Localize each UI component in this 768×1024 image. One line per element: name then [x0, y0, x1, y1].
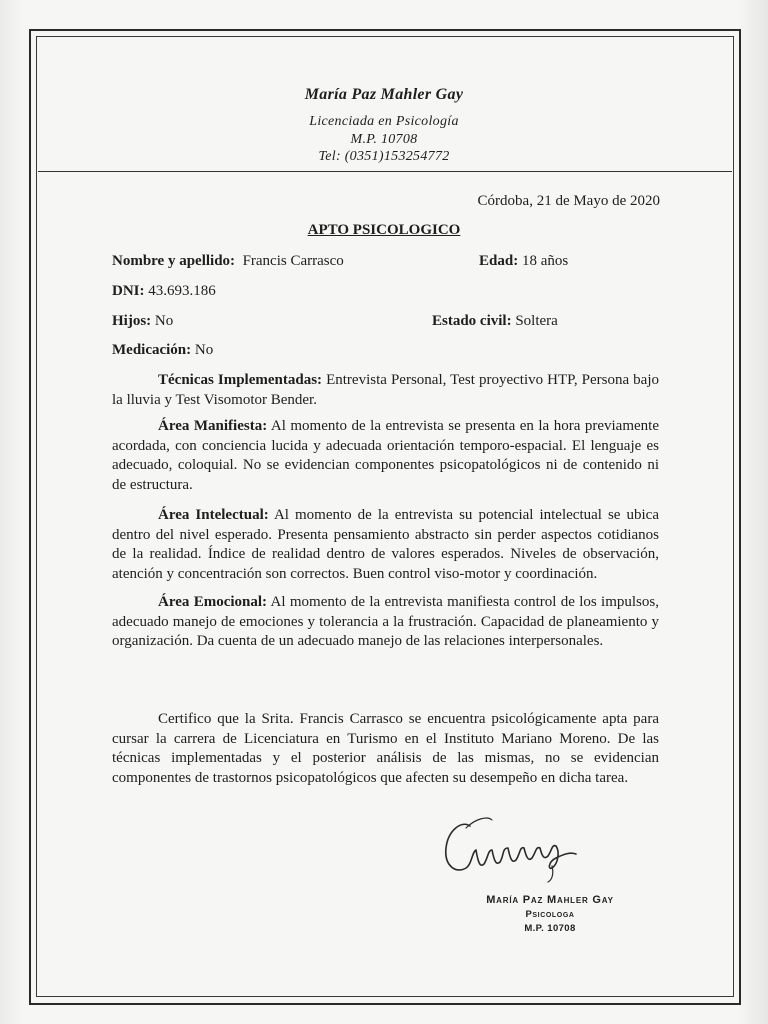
- section-techniques-text: Entrevista Personal, Test proyectivo HTP, Persona bajo la lluvia y Test Visomotor Bender.: [112, 372, 659, 408]
- field-age-value: 18 años: [521, 253, 569, 269]
- stamp-role: Psicologa: [525, 909, 575, 920]
- section-techniques: [112, 371, 659, 410]
- field-name-label: Nombre y apellido:: [112, 253, 236, 269]
- document-date: Córdoba, 21 de Mayo de 2020: [477, 193, 660, 209]
- section-intellectual-text: Al momento de la entrevista su potencial intelectual se ubica dentro del nivel esperado. Presenta pensamiento abstracto sin perder aspectos cotidianos de la realidad. Índice de realidad dentro de valores esperados. Niveles de observación, atención y concentración son correctos. Buen control viso-motor y coordinación.: [112, 507, 659, 582]
- section-techniques-label: Técnicas Implementadas:: [158, 372, 323, 388]
- field-marital-status-value: Soltera: [515, 313, 558, 329]
- field-name-value: Francis Carrasco: [242, 253, 344, 269]
- field-children-value: No: [154, 313, 174, 329]
- field-medication-value: No: [194, 342, 214, 358]
- section-manifest-area: [112, 417, 659, 495]
- letterhead-name: María Paz Mahler Gay: [304, 86, 464, 103]
- field-children: [112, 313, 173, 330]
- letterhead-phone: Tel: (0351)153254772: [318, 149, 450, 164]
- field-children-label: Hijos:: [112, 313, 152, 329]
- section-emotional-label: Área Emocional:: [158, 594, 268, 610]
- section-intellectual-area: [112, 506, 659, 584]
- section-manifest-text: Al momento de la entrevista se presenta en la hora previamente acordada, con conciencia lucida y adecuada orientación temporo-espacial. El lenguaje es adecuado, coloquial. No se evidencian componentes psicopatológicos ni de contenido ni de estructura.: [112, 418, 659, 493]
- field-medication: [112, 342, 213, 359]
- stamp-license: M.P. 10708: [524, 923, 576, 934]
- header-divider: [38, 171, 732, 172]
- section-emotional-area: [112, 593, 659, 652]
- section-manifest-label: Área Manifiesta:: [158, 418, 268, 434]
- field-age: [479, 253, 568, 270]
- document-title: APTO PSICOLOGICO: [307, 222, 461, 238]
- certification-paragraph: Certifico que la Srita. Francis Carrasco se encuentra psicológicamente apta para cursar la carrera de Licenciatura en Turismo en el Instituto Mariano Moreno. De las técnicas implementadas y el posterior análisis de las mismas, no se evidencian componentes de trastornos psicopatológicos que afecten su desempeño en dicha tarea.: [112, 711, 659, 786]
- field-medication-label: Medicación:: [112, 342, 192, 358]
- section-intellectual-label: Área Intelectual:: [158, 507, 269, 523]
- field-dni-value: 43.693.186: [148, 283, 216, 299]
- stamp-name: María Paz Mahler Gay: [486, 894, 614, 906]
- field-age-label: Edad:: [479, 253, 519, 269]
- field-name: [112, 253, 344, 270]
- field-dni: [112, 283, 216, 300]
- field-marital-status: [432, 313, 558, 330]
- field-marital-status-label: Estado civil:: [432, 313, 512, 329]
- letterhead-title: Licenciada en Psicología: [309, 114, 459, 129]
- section-emotional-text: Al momento de la entrevista manifiesta control de los impulsos, adecuado manejo de emociones y tolerancia a la frustración. Capacidad de planeamiento y organización. Da cuenta de un adecuado manejo de las relaciones interpersonales.: [112, 594, 659, 649]
- letterhead-license: M.P. 10708: [350, 132, 418, 147]
- field-dni-label: DNI:: [112, 283, 145, 299]
- handwritten-signature: [436, 808, 596, 888]
